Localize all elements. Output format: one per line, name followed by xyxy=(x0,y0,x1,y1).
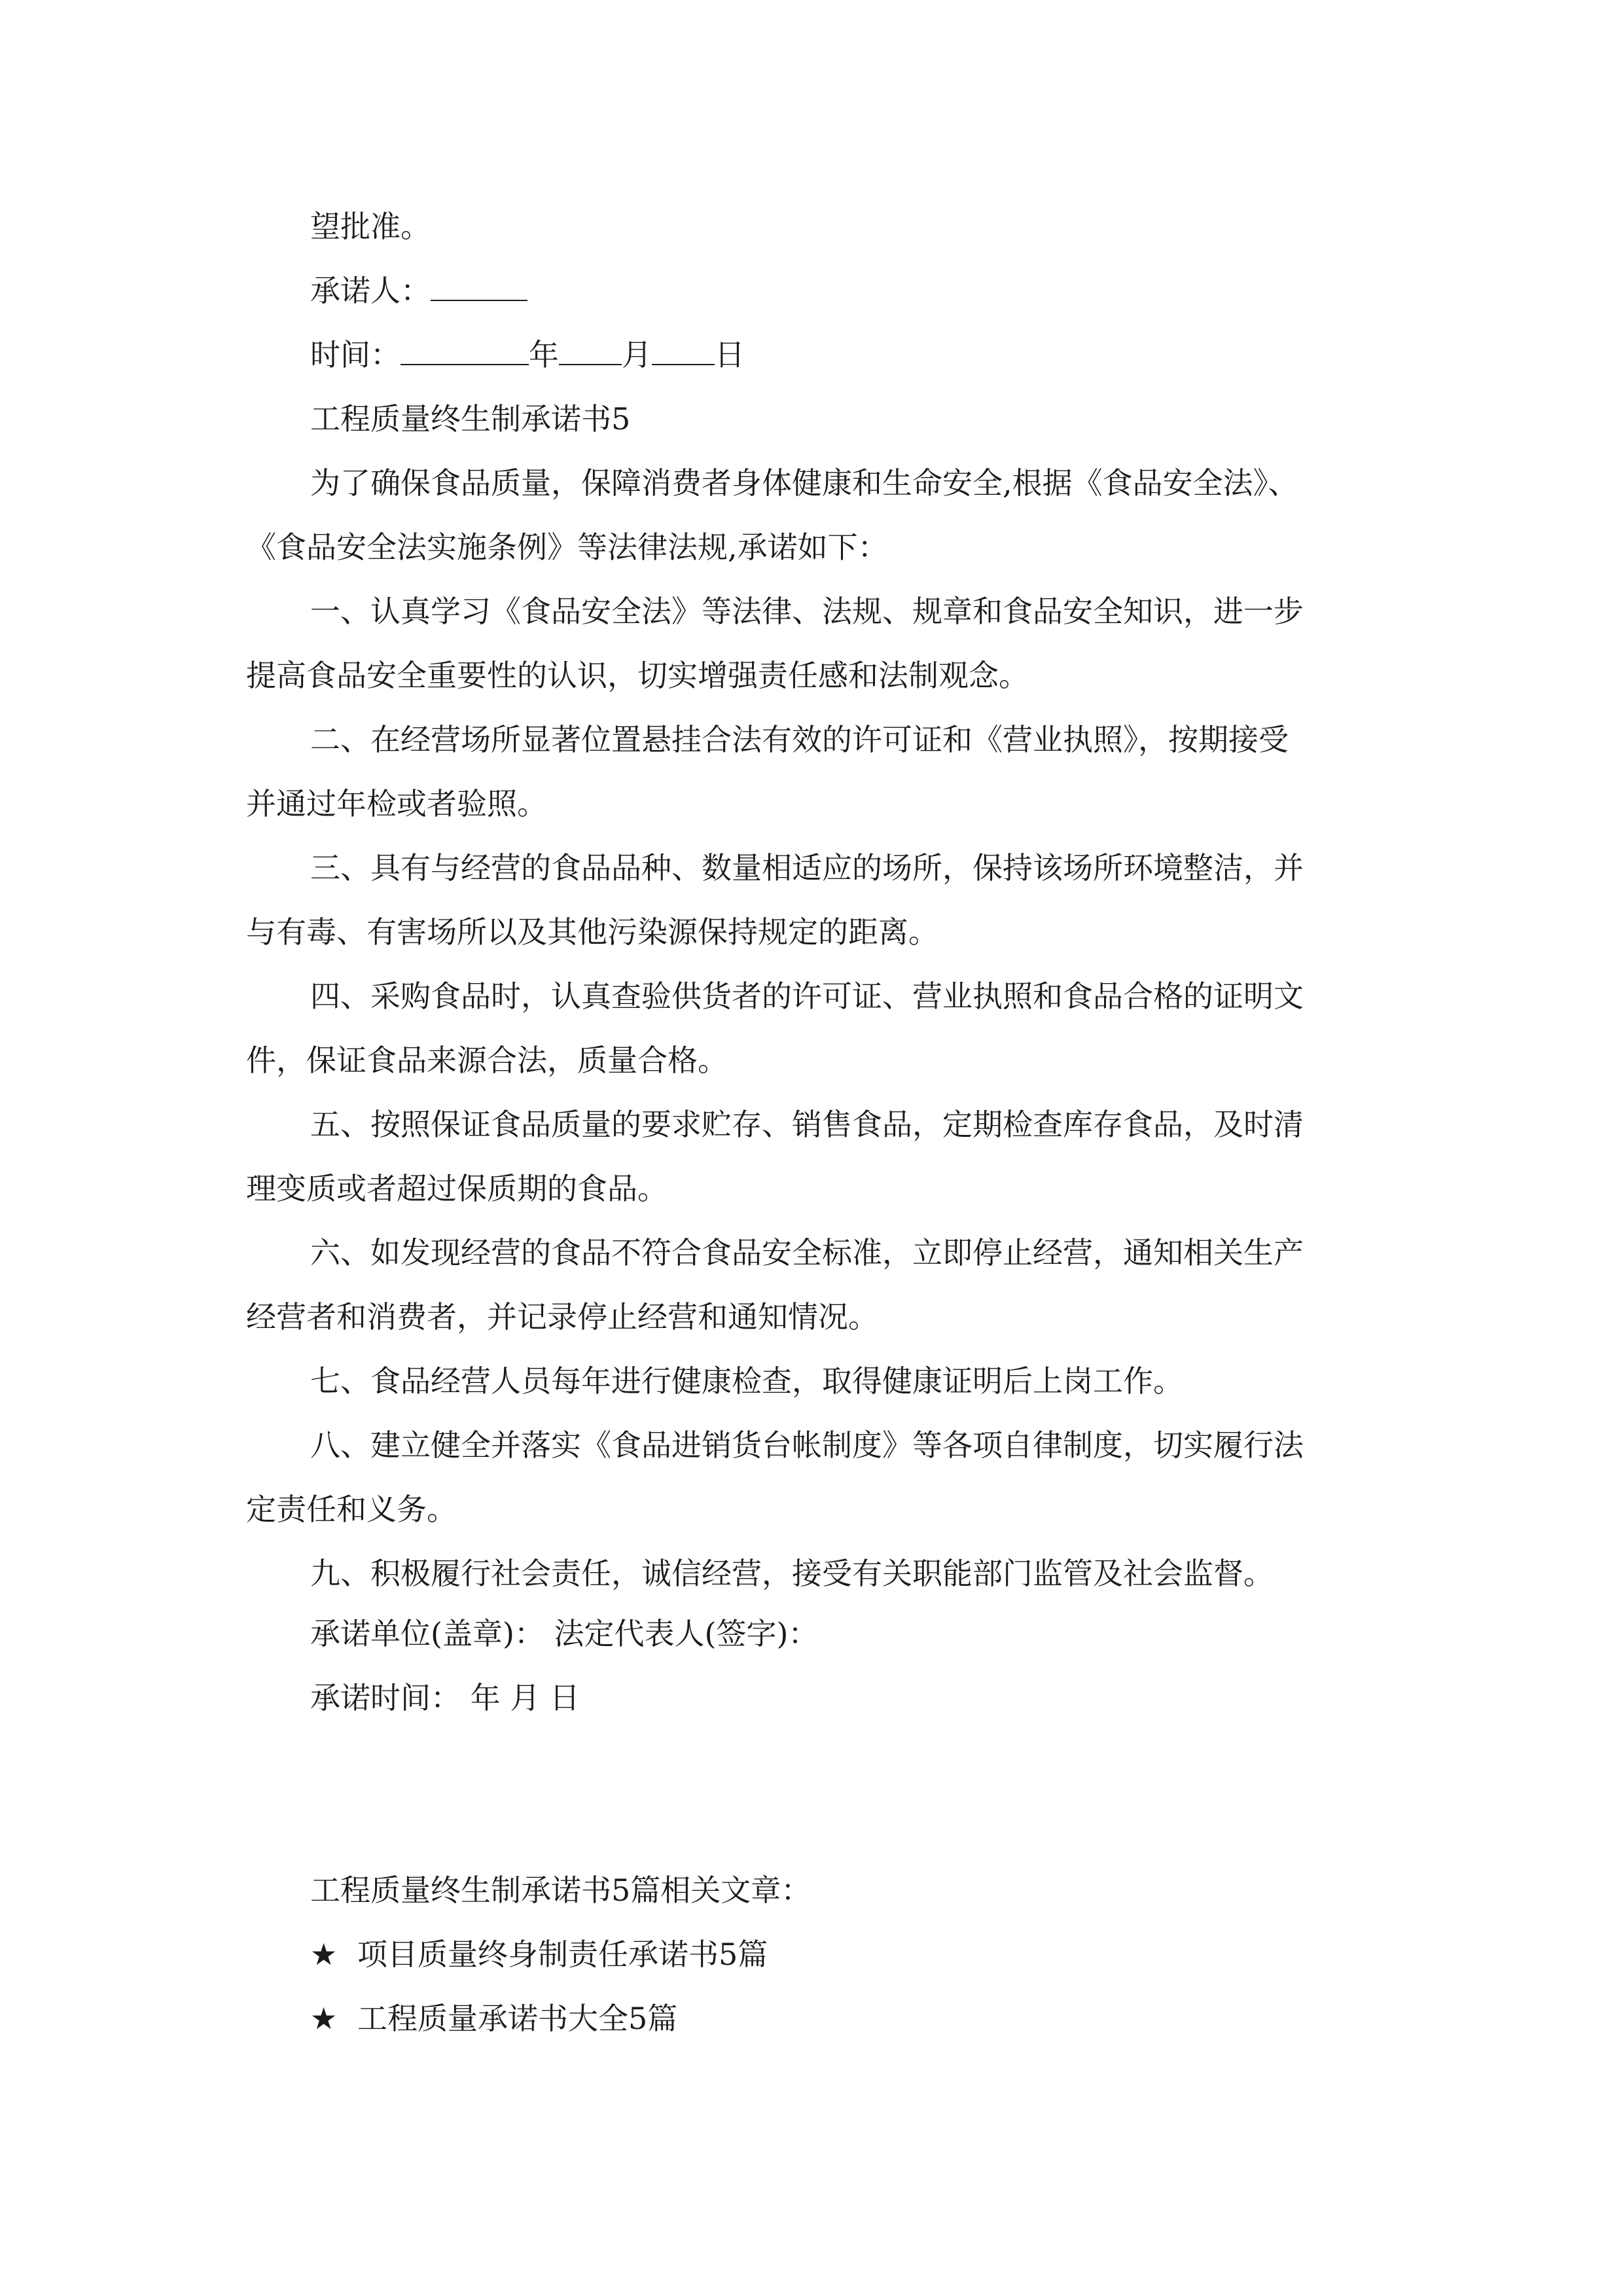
related-heading: 工程质量终生制承诺书5篇相关文章： xyxy=(310,1873,812,1908)
item-3-line-2: 与有毒、有害场所以及其他污染源保持规定的距离。 xyxy=(246,914,938,950)
day-label: 日 xyxy=(715,337,745,372)
signature-line: 承诺单位(盖章)： 法定代表人(签字)： xyxy=(310,1616,819,1651)
promisor-line xyxy=(310,271,527,310)
item-2-line-2: 并通过年检或者验照。 xyxy=(246,786,547,821)
time-line xyxy=(310,335,745,374)
related-link-2-text[interactable]: 工程质量承诺书大全5篇 xyxy=(357,2001,678,2036)
date-line: 承诺时间： 年 月 日 xyxy=(310,1680,580,1715)
star-icon: ★ xyxy=(310,1937,338,1972)
year-label: 年 xyxy=(529,337,559,372)
approval-text: 望批准。 xyxy=(310,209,431,244)
year-blank xyxy=(401,335,529,365)
month-label: 月 xyxy=(622,337,652,372)
day-blank xyxy=(652,335,715,365)
item-6-line-1: 六、如发现经营的食品不符合食品安全标准，立即停止经营，通知相关生产 xyxy=(310,1235,1304,1270)
item-1-line-2: 提高食品安全重要性的认识，切实增强责任感和法制观念。 xyxy=(246,658,1029,693)
item-3-line-1: 三、具有与经营的食品品种、数量相适应的场所，保持该场所环境整洁，并 xyxy=(310,850,1304,886)
item-8-line-2: 定责任和义务。 xyxy=(246,1492,457,1527)
item-5-line-1: 五、按照保证食品质量的要求贮存、销售食品，定期检查库存食品，及时清 xyxy=(310,1107,1304,1142)
month-blank xyxy=(559,335,622,365)
time-label: 时间： xyxy=(310,337,401,372)
related-link-2[interactable] xyxy=(310,1999,677,2038)
section-title: 工程质量终生制承诺书5 xyxy=(310,401,631,437)
related-link-1[interactable] xyxy=(310,1935,768,1974)
promisor-blank xyxy=(431,271,527,301)
item-1-line-1: 一、认真学习《食品安全法》等法律、法规、规章和食品安全知识，进一步 xyxy=(310,594,1304,629)
item-8-line-1: 八、建立健全并落实《食品进销货台帐制度》等各项自律制度，切实履行法 xyxy=(310,1427,1304,1463)
item-5-line-2: 理变质或者超过保质期的食品。 xyxy=(246,1171,668,1206)
item-6-line-2: 经营者和消费者，并记录停止经营和通知情况。 xyxy=(246,1299,878,1335)
promisor-label: 承诺人： xyxy=(310,273,431,308)
item-7-line-1: 七、食品经营人员每年进行健康检查，取得健康证明后上岗工作。 xyxy=(310,1363,1183,1399)
intro-line-1: 为了确保食品质量，保障消费者身体健康和生命安全,根据《食品安全法》、 xyxy=(310,465,1298,501)
item-4-line-1: 四、采购食品时，认真查验供货者的许可证、营业执照和食品合格的证明文 xyxy=(310,978,1304,1014)
item-2-line-1: 二、在经营场所显著位置悬挂合法有效的许可证和《营业执照》，按期接受 xyxy=(310,722,1289,757)
item-4-line-2: 件，保证食品来源合法，质量合格。 xyxy=(246,1043,728,1078)
intro-line-2: 《食品安全法实施条例》等法律法规,承诺如下： xyxy=(246,529,888,565)
star-icon: ★ xyxy=(310,2001,338,2036)
item-9-line-1: 九、积极履行社会责任，诚信经营，接受有关职能部门监管及社会监督。 xyxy=(310,1556,1274,1591)
related-link-1-text[interactable]: 项目质量终身制责任承诺书5篇 xyxy=(357,1937,768,1972)
